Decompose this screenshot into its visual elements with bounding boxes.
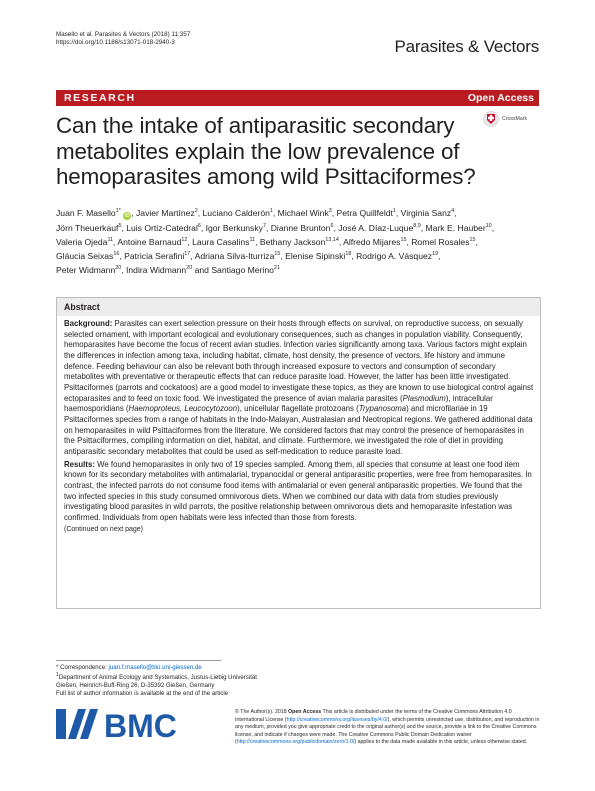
continued-note: (Continued on next page) bbox=[64, 526, 143, 534]
author-sup: 8,9 bbox=[413, 222, 421, 229]
author-line bbox=[56, 234, 541, 248]
author-name: , José A. Díaz-Luque bbox=[333, 222, 414, 233]
author-name: , Dianne Brunton bbox=[265, 222, 331, 233]
abstract-body bbox=[64, 319, 534, 536]
author-sup: 3 bbox=[328, 208, 332, 214]
author-sup: 6 bbox=[197, 222, 201, 229]
abstract-text: ), intracellular haemosporidians ( bbox=[64, 393, 493, 414]
background-label: Background: bbox=[64, 319, 113, 328]
abstract-results bbox=[64, 460, 534, 524]
affiliation-text: Department of Animal Ecology and Systematics, Justus-Liebig Universität bbox=[58, 673, 257, 681]
abstract-box bbox=[56, 297, 541, 609]
author-sup: 20 bbox=[115, 265, 122, 272]
author-sup: 2 bbox=[194, 208, 198, 214]
author-name: , Alfredo Mijares bbox=[338, 236, 401, 247]
author-sup: 16 bbox=[113, 251, 120, 258]
abstract-text: ), unicellular flagellate protozoans ( bbox=[237, 404, 359, 414]
author-name: , Elenise Sipinski bbox=[280, 251, 346, 262]
results-label: Results: bbox=[64, 459, 95, 469]
license-part: This article is distributed under the terms of the Creative Commons Attribution 4.0 International License ( bbox=[235, 709, 512, 723]
author-sup: 11 bbox=[249, 237, 256, 244]
author-sup: 12 bbox=[181, 237, 188, 244]
title-line: Can the intake of antiparasitic secondary bbox=[56, 113, 455, 138]
abstract-text: We found hemoparasites in only two of 19 species sampled. Among them, all species that consume at least one food item known for its secondary metabolites with antimalarial, trypanocidal or general antiparasitic properties, were free from hemoparasites. In contrast, the infected parrots do not consume food items with antimalarial or even general antiparasitic properties. We found that the two infected species in this study consumed omnivorous diets. When we combined our data with data from studies previously investigating blood parasites in wild parrots, the positive relationship between omnivorous diets and hemoparasite infestation was confirmed. Individuals from open habitats were less infected than those from forests. bbox=[64, 459, 532, 522]
author-sep: , bbox=[475, 236, 478, 247]
author-name: Peter Widmann bbox=[56, 265, 116, 276]
doi-link[interactable]: https://doi.org/10.1186/s13071-018-2940-3 bbox=[56, 39, 175, 47]
citation-line: Masello et al. Parasites & Vectors (2018) 11:357 bbox=[56, 31, 191, 38]
author-name: , Michael Wink bbox=[272, 207, 329, 218]
author-name: Juan F. Masello bbox=[56, 207, 116, 218]
author-sup: 11 bbox=[107, 237, 114, 244]
license-part: © The Author(s). 2018 bbox=[235, 709, 289, 715]
author-name: Jörn Theuerkauf bbox=[56, 222, 119, 233]
author-name: Valeria Ojeda bbox=[56, 236, 108, 247]
license-link[interactable]: http://creativecommons.org/licenses/by/4.0/ bbox=[286, 716, 388, 723]
author-name: , Luciano Calderón bbox=[197, 207, 270, 218]
license-text bbox=[235, 709, 540, 747]
license-link[interactable]: http://creativecommons.org/publicdomain/zero/1.0/ bbox=[236, 739, 355, 746]
footnote-rule bbox=[56, 660, 221, 661]
author-name: , Mark E. Hauber bbox=[420, 222, 486, 233]
author-sup: 10 bbox=[485, 222, 492, 229]
title-line: hemoparasites among wild Psittaciformes? bbox=[56, 164, 476, 189]
footnote bbox=[56, 664, 257, 698]
author-sup: 1* bbox=[115, 208, 121, 214]
author-line bbox=[56, 248, 541, 262]
author-name: , Indira Widmann bbox=[121, 265, 187, 276]
crossmark-icon bbox=[483, 111, 499, 127]
abstract-taxon: Trypanosoma bbox=[358, 404, 407, 414]
author-sup: 21 bbox=[273, 265, 280, 272]
author-sup: 15 bbox=[274, 251, 281, 258]
author-name: , Antoine Barnaud bbox=[113, 236, 182, 247]
license-part: ) applies to the data made available in this article, unless otherwise stated. bbox=[354, 739, 528, 746]
abstract-text: ) and microfilariae in 19 Psittaciformes species from a range of habitats in the Indo-Malayan, Australasian and Neotropical regions. We gathered additional data on hemoparasites in wild Psittaciformes from the literature. We considered factors that may control the presence of hemoparasites in the Psittaciformes, compiling information on diet, habitat, and climate. Furthermore, we investigated the role of diet in providing antiparasitic secondary metabolites that could be used as self-medication to reduce parasite load. bbox=[64, 404, 533, 456]
author-sep: , bbox=[454, 207, 457, 218]
abstract-header bbox=[57, 298, 540, 316]
orcid-icon[interactable]: iD bbox=[124, 212, 130, 219]
license-open-access: Open Access bbox=[288, 709, 322, 715]
citation bbox=[56, 31, 190, 48]
abstract-text: Parasites can exert selection pressure on their hosts through effects on survival, on reproductive success, on sexually selected ornament, with important ecological and evolutionary consequences, such as changes in population viability. Consequently, hemoparasites have become the focus of recent avian studies. Infection varies significantly among taxa. Various factors might explain the differences in infection among taxa, including habitat, climate, host density, the presence of vectors, life history and immune defence. Feeding behaviour can also be relevant both through increased exposure to vectors and consumption of secondary metabolites with preventative or therapeutic effects that can reduce parasite load. However, the latter has been little investigated. Psittaciformes (parrots and cockatoos) are a good model to investigate these topics, as they are known to use biological control against ectoparasites and to feed on toxic food. We investigated the presence of avian malaria parasites ( bbox=[64, 319, 534, 403]
affiliation bbox=[56, 672, 257, 682]
author-name: , Patricia Serafini bbox=[119, 251, 185, 262]
author-list bbox=[56, 205, 541, 276]
author-sup: 6 bbox=[330, 222, 334, 229]
author-name: , Petra Quillfeldt bbox=[331, 207, 393, 218]
author-sup: 19 bbox=[432, 251, 439, 258]
author-name: , Laura Casalins bbox=[187, 236, 250, 247]
article-title bbox=[56, 113, 516, 190]
author-sup: 4 bbox=[451, 208, 455, 214]
correspondence bbox=[56, 664, 257, 672]
author-sup: 15 bbox=[400, 237, 407, 244]
abstract-heading: Abstract bbox=[64, 302, 100, 312]
author-sup: 1 bbox=[392, 208, 396, 214]
title-line: metabolites explain the low prevalence of bbox=[56, 138, 460, 164]
correspondence-email[interactable]: juan.f.masello@bio.uni-giessen.de bbox=[108, 664, 202, 671]
author-name: , Bethany Jackson bbox=[255, 236, 326, 247]
author-name: , Igor Berkunsky bbox=[200, 222, 263, 233]
abstract-taxon: Plasmodium bbox=[402, 393, 446, 403]
author-line bbox=[56, 220, 541, 234]
author-name: , Luis Ortiz-Catedral bbox=[121, 222, 198, 233]
author-sup: 7 bbox=[262, 222, 266, 229]
license-part: ), which permits unrestricted use, distribution, and reproduction in any medium, provided you give appropriate credit to the original author(s) and the source, provide a link to the Creative Commons license, and indicate if changes were made. The Creative Commons Public Domain Dedication waiver ( bbox=[235, 716, 540, 746]
author-info-note: Full list of author information is available at the end of the article bbox=[56, 689, 229, 697]
bmc-logo bbox=[56, 706, 196, 742]
author-sup: 20 bbox=[186, 265, 193, 272]
author-sup: 17 bbox=[184, 251, 191, 258]
author-sup: 18 bbox=[345, 251, 352, 258]
abstract-background bbox=[64, 319, 534, 458]
journal-name: Parasites & Vectors bbox=[394, 37, 539, 56]
author-name: Gláucia Seixas bbox=[56, 251, 114, 262]
author-sup: 5 bbox=[118, 222, 122, 229]
author-line bbox=[56, 262, 541, 276]
crossmark-badge[interactable] bbox=[483, 110, 543, 132]
author-name: , Rodrigo A. Vásquez bbox=[351, 251, 433, 262]
author-sep: , bbox=[491, 222, 495, 233]
correspondence-label: * Correspondence: bbox=[56, 664, 109, 671]
affiliation-address: Gießen, Heinrich-Buff-Ring 26, D-35392 Gießen, Germany bbox=[56, 681, 215, 689]
bmc-logo-text: BMC bbox=[104, 708, 177, 742]
author-name: , Virginia Sanz bbox=[395, 207, 452, 218]
author-sep: , bbox=[438, 251, 441, 262]
affiliation-sup: 1 bbox=[56, 671, 59, 678]
bmc-logo-bar bbox=[56, 709, 66, 739]
author-line bbox=[56, 205, 541, 220]
author-name: , Romel Rosales bbox=[406, 236, 470, 247]
author-name: , Javier Martínez bbox=[131, 207, 195, 218]
author-sup: 13,14 bbox=[325, 237, 339, 244]
open-access-label: Open Access bbox=[467, 92, 534, 104]
section-label: RESEARCH bbox=[64, 92, 136, 104]
section-banner bbox=[56, 90, 539, 106]
author-sup: 1 bbox=[269, 208, 273, 214]
crossmark-label: CrossMark bbox=[502, 116, 528, 122]
abstract-taxon: Haemoproteus, Leucocytozoon bbox=[128, 404, 238, 414]
author-name: , Adriana Silva-Iturriza bbox=[190, 251, 275, 262]
author-sup: 15 bbox=[469, 237, 476, 244]
author-name: and Santiago Merino bbox=[192, 265, 274, 276]
